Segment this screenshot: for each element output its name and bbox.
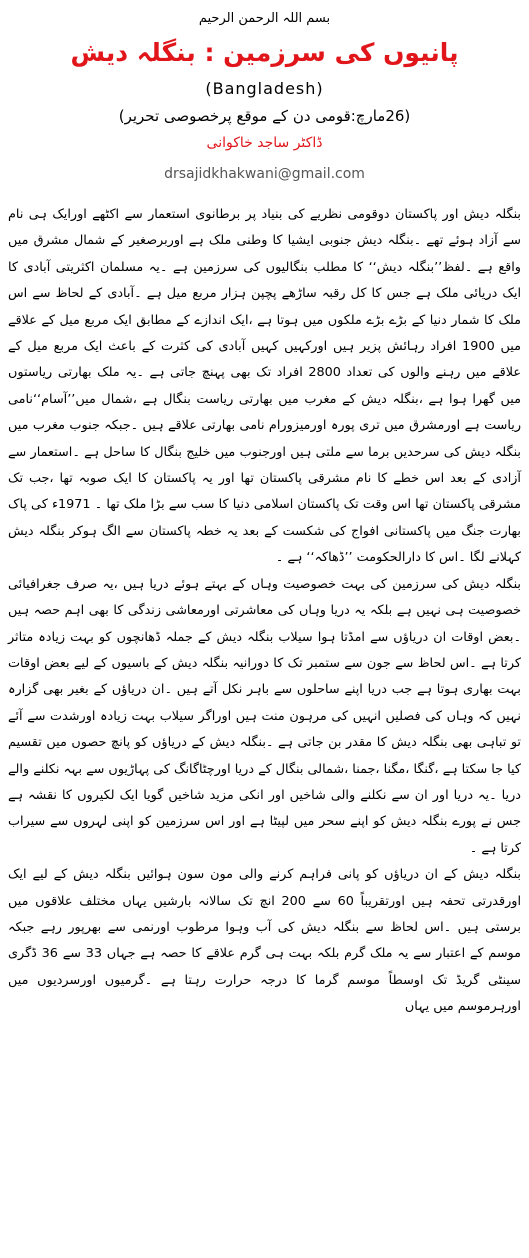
author-name: ڈاکٹر ساجد خاکوانی: [206, 135, 323, 151]
bismillah-heading: بسم اللہ الرحمن الرحیم: [198, 11, 331, 26]
paragraph-1: بنگلہ دیش اور پاکستان دوقومی نظریے کی بنیاد پر برطانوی استعمار سے اکٹھے اورایک ہی نام سے آزاد ہوئے تھے ۔بنگلہ دیش جنوبی ایشیا کا وطنی ملک ہے اوربرصغیر کے شمال مشرق میں واقع ہے ۔لفظ’’بنگلہ دیش‘‘ کا مطلب بنگالیوں کی سرزمین ہے ۔یہ مسلمان اکثریتی آبادی کا ایک دریائی ملک ہے جس کا کل رقبہ ساڑھے پچپن ہزار مربع میل ہے ۔آبادی کے لحاظ سے اس ملک کا شمار دنیا کے بڑے بڑے ملکوں میں ہوتا ہے ،ایک اندازے کے مطابق ایک مربع میل کے علاقے میں 1900 افراد رہائش پزیر ہیں اورکہیں کہیں آبادی کی کثرت کے باعث ایک مربع میل کے علاقے میں رہنے والوں کی تعداد 2800 افراد تک بھی پہنچ جاتی ہے ۔یہ ملک بھارتی ریاستوں میں گھرا ہوا ہے ،بنگلہ دیش کے مغرب میں بھارتی ریاست بنگال ہے ،شمال میں’’آسام‘‘نامی ریاست ہے اورمشرق میں تری پورہ اورمیزورام نامی بھارتی علاقے ہیں ۔جبکہ جنوب مغرب میں بنگلہ دیش کی سرحدیں برما سے ملتی ہیں اورجنوب میں خلیج بنگال کا ساحل ہے ۔استعمار سے آزادی کے بعد اس خطے کا نام مشرقی پاکستان تھا اور یہ پاکستان کا ایک صوبہ تھا ،جب تک مشرقی پاکستان تھا اس وقت تک پاکستان اسلامی دنیا کا سب سے بڑا ملک تھا ۔ 1971ء کی پاک بھارت جنگ میں پاکستانی افواج کی شکست کے بعد یہ خطہ پاکستان سے الگ ہوکر بنگلہ دیش کہلانے لگا ۔اس کا دارالحکومت ’’ڈھاکہ‘‘ ہے ۔: [8, 207, 522, 566]
paragraph-3: بنگلہ دیش کے ان دریاؤں کو پانی فراہم کرنے والی مون سون ہوائیں بنگلہ دیش کے لیے ایک اورقدرتی تحفہ ہیں اورتقریباً 60 سے 200 انچ تک سالانہ بارشیں یہاں مختلف علاقوں میں برستی ہیں ۔اس لحاظ سے بنگلہ دیش کی آب وہوا مرطوب اورنمی سے بھرپور رہے جبکہ موسم کے اعتبار سے یہ ملک گرم بلکہ بہت ہی گرم علاقے کا حصہ ہے جہاں 33 سے 36 ڈگری سینٹی گریڈ تک اوسطاً موسم گرما کا درجہ حرارت رہتا ہے ۔گرمیوں اورسردیوں میں اورہرموسم میں یہاں: [8, 867, 522, 1015]
article-body: [8, 202, 521, 1021]
author-email: drsajidkhakwani@gmail.com: [164, 166, 365, 182]
article-title: پانیوں کی سرزمین : بنگلہ دیش: [70, 38, 459, 67]
article-subtitle: (Bangladesh): [205, 79, 324, 98]
occasion-note: (26مارچ:قومی دن کے موقع پرخصوصی تحریر): [118, 107, 411, 125]
paragraph-2: بنگلہ دیش کی سرزمین کی بہت خصوصیت وہاں کے بہتے ہوئے دریا ہیں ،یہ صرف جغرافیائی خصوصیت ہی نہیں ہے بلکہ یہ دریا وہاں کی معاشرتی اورمعاشی زندگی کا بھی اہم حصہ ہیں ۔بعض اوقات ان دریاؤں سے امڈتا ہوا سیلاب بنگلہ دیش کے جملہ ڈھانچوں کو بہت زیادہ متاثر کرتا ہے ۔اس لحاظ سے جون سے ستمبر تک کا دورانیہ بنگلہ دیش کے باسیوں کے لیے بعض اوقات بہت بھاری ہوتا ہے جب دریا اپنے ساحلوں سے باہر نکل آتے ہیں ۔ان دریاؤں کے بغیر بھی گزارہ نہیں کہ وہاں کی فصلیں انہیں کی مرہون منت ہیں اوراگر سیلاب بہت زیادہ اورشدت سے آئے تو تباہی بھی بنگلہ دیش کا مقدر بن جاتی ہے ۔بنگلہ دیش کے دریاؤں کو پانچ حصوں میں تقسیم کیا جا سکتا ہے ،گنگا ،مگنا ،جمنا ،شمالی بنگال کے دریا اورچٹاگانگ کی پہاڑیوں سے بہہ نکلنے والے دریا ۔یہ دریا اور ان سے نکلنے والی شاخیں اور انکی مزید شاخیں گویا ایک لکیروں کا نقشہ ہے جس نے پورے بنگلہ دیش کو اپنے سحر میں لپیٹا ہے اور اس سرزمین کو اپنی لہروں سے سیراب کرتا ہے ۔: [8, 576, 521, 856]
